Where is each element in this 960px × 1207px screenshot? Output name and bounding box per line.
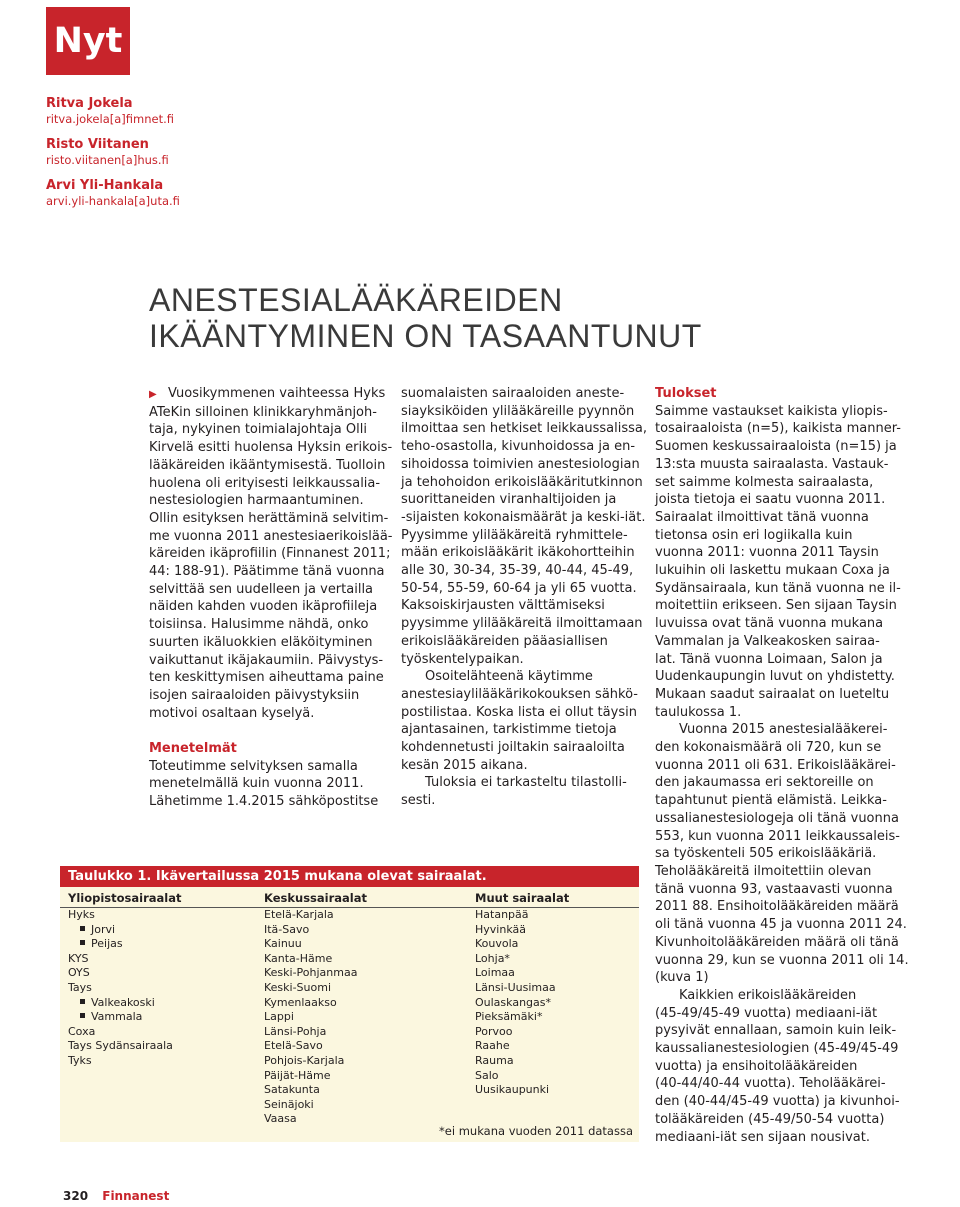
author-email: arvi.yli-hankala[a]uta.fi	[46, 194, 180, 208]
author-name: Arvi Yli-Hankala	[46, 178, 164, 193]
table-footnote: *ei mukana vuoden 2011 datassa	[439, 1124, 633, 1138]
results-heading: Tulokset	[655, 386, 717, 401]
table-cell: Seinäjoki	[264, 1097, 314, 1111]
text-line: tänä vuonna 93, vastaavasti vuonna	[655, 881, 893, 897]
table-cell: Oulaskangas*	[475, 995, 552, 1009]
hospital-table	[60, 866, 639, 1142]
table-cell	[68, 1010, 173, 1025]
table-cell	[68, 966, 173, 981]
text-line: ilmoittaa sen hetkiset leikkaussalissa,	[401, 421, 647, 437]
text-line: tolääkäreiden (45-49/50-54 vuotta)	[655, 1111, 885, 1127]
bullet-square-icon	[80, 940, 85, 945]
text-line: Kaksoiskirjausten välttämiseksi	[401, 598, 605, 614]
page-footer	[63, 1189, 169, 1203]
table-cell: Päijät-Häme	[264, 1068, 331, 1082]
table-cell	[68, 952, 173, 967]
text-line: postilistaa. Koska lista ei ollut täysin	[401, 704, 637, 720]
text-line: (kuva 1)	[655, 970, 709, 986]
table-cell: Pieksämäki*	[475, 1010, 543, 1024]
table-cell: Raahe	[475, 1039, 510, 1053]
table-cell: Loimaa	[475, 966, 515, 980]
column-3	[655, 385, 915, 1146]
hospital-name: KYS	[68, 951, 89, 965]
text-line: Vuonna 2015 anestesialääkerei-	[679, 722, 888, 738]
text-line: den jakaumassa eri sektoreille on	[655, 775, 874, 791]
text-line: selvittää sen uudelleen ja vertailla	[149, 581, 374, 597]
methods-paragraph	[149, 758, 389, 811]
text-line: 13:sta muusta sairaalasta. Vastauk-	[655, 456, 889, 472]
intro-paragraph	[149, 385, 393, 722]
table-cell: Itä-Savo	[264, 922, 310, 936]
text-line: Kirvelä esitti huolensa Hyksin erikois-	[149, 440, 393, 456]
table-cell: Etelä-Savo	[264, 1039, 323, 1053]
text-line: lat. Tänä vuonna Loimaan, Salon ja	[655, 651, 883, 667]
text-line: joista tietoja ei saatu vuonna 2011.	[655, 492, 886, 508]
paragraph	[655, 987, 915, 1146]
bullet-square-icon	[80, 1013, 85, 1018]
hospital-name: Vammala	[91, 1010, 143, 1024]
paragraph	[401, 385, 647, 668]
table-cell: Salo	[475, 1068, 499, 1082]
text-line: ATeKin silloinen klinikkaryhmänjoh-	[149, 404, 377, 420]
text-line: Saimme vastaukset kaikista yliopis-	[655, 403, 888, 419]
hospital-name: Coxa	[68, 1024, 96, 1038]
text-line: siayksiköiden ylilääkäreille pyynnön	[401, 403, 635, 419]
text-line: sesti.	[401, 793, 436, 809]
text-line: kaussalianestesiologien (45-49/45-49	[655, 1041, 899, 1057]
text-line: 44: 188-91). Päätimme tänä vuonna	[149, 564, 385, 580]
text-line: sihoidossa toimivien anestesiologian	[401, 456, 640, 472]
text-line: pyysimme ylilääkäreitä ilmoittamaan	[401, 616, 643, 632]
text-line: Tuloksia ei tarkasteltu tilastolli-	[425, 775, 627, 791]
text-line: suurten ikäluokkien eläköityminen	[149, 634, 373, 650]
table-cell: Kymenlaakso	[264, 995, 337, 1009]
text-line: den (40-44/45-49 vuotta) ja kivunhoi-	[655, 1094, 900, 1110]
table-cell	[68, 981, 173, 996]
text-line: ussalianestesiologeja oli tänä vuonna	[655, 810, 899, 826]
text-line: nestesiologien harmaantuminen.	[149, 493, 364, 509]
text-line: vuonna 2011 oli 631. Erikoislääkärei-	[655, 757, 896, 773]
text-line: vuonna 2011: vuonna 2011 Taysin	[655, 545, 879, 561]
text-line: lääkäreiden ikääntymisestä. Tuolloin	[149, 457, 386, 473]
paragraph	[401, 774, 641, 809]
text-line: Uudenkaupungin luvut on yhdistetty.	[655, 669, 895, 685]
text-line: vuotta) ja ensihoitolääkäreiden	[655, 1058, 858, 1074]
table-cell	[68, 1039, 173, 1054]
text-line: Vammalan ja Valkeakosken sairaa-	[655, 633, 880, 649]
text-line: -sijaisten kokonaismäärät ja keski-iät.	[401, 509, 646, 525]
text-line: Sydänsairaala, kun tänä vuonna ne il-	[655, 580, 901, 596]
text-line: me vuonna 2011 anestesiaerikoislää-	[149, 528, 393, 544]
column-1	[149, 385, 393, 811]
table-cell: Vaasa	[264, 1112, 297, 1126]
text-line: Mukaan saadut sairaalat on lueteltu	[655, 686, 890, 702]
table-cell: Hyvinkää	[475, 922, 526, 936]
table-cell: Keski-Pohjanmaa	[264, 966, 358, 980]
central-hospital-list	[264, 908, 357, 1127]
bullet-square-icon	[80, 999, 85, 1004]
table-cell: Länsi-Pohja	[264, 1024, 327, 1038]
table-cell	[68, 908, 173, 923]
table-cell: Etelä-Karjala	[264, 908, 334, 921]
author	[46, 137, 180, 167]
text-line: käreiden ikäprofiilin (Finnanest 2011;	[149, 546, 391, 562]
table-cell: Länsi-Uusimaa	[475, 980, 556, 994]
author	[46, 96, 180, 126]
text-line: (45-49/45-49 vuotta) mediaani-iät	[655, 1005, 878, 1021]
header-other: Muut sairaalat	[475, 891, 570, 905]
text-line: Pyysimme ylilääkäreitä ryhmittele-	[401, 527, 628, 543]
text-line: pysyivät ennallaan, samoin kuin leik-	[655, 1023, 897, 1039]
headline-line-2: IKÄÄNTYMINEN ON TASAANTUNUT	[149, 318, 702, 354]
university-hospital-list	[68, 908, 173, 1069]
hospital-name: Valkeakoski	[91, 995, 155, 1009]
nyt-logo: Nyt	[46, 7, 130, 75]
text-line: näiden kahden vuoden ikäprofiileja	[149, 599, 378, 615]
text-line: oli tänä vuonna 45 ja vuonna 2011 24.	[655, 917, 907, 933]
text-line: tietonsa osin eri logiikalla kuin	[655, 527, 853, 543]
table-cell	[68, 1025, 173, 1040]
author-name: Ritva Jokela	[46, 96, 133, 111]
text-line: 50-54, 55-59, 60-64 ja yli 65 vuotta.	[401, 580, 637, 596]
text-line: Lähetimme 1.4.2015 sähköpostitse	[149, 794, 379, 810]
hospital-name: Tays Sydänsairaala	[68, 1039, 173, 1053]
paragraph	[655, 721, 915, 987]
text-line: sa työskenteli 505 erikoislääkäriä.	[655, 846, 877, 862]
table-title: Taulukko 1. Ikävertailussa 2015 mukana olevat sairaalat.	[60, 866, 639, 887]
author-email: ritva.jokela[a]fimnet.fi	[46, 112, 174, 126]
table-cell	[68, 996, 173, 1011]
methods-heading: Menetelmät	[149, 741, 237, 757]
text-line: Toteutimme selvityksen samalla	[149, 758, 358, 774]
text-line: menetelmällä kuin vuonna 2011.	[149, 776, 364, 792]
text-line: suorittaneiden viranhaltijoiden ja	[401, 492, 617, 508]
text-line: set saimme kolmesta sairaalasta,	[655, 474, 874, 490]
text-line: luvuissa ovat tänä vuonna mukana	[655, 616, 884, 632]
magazine-name: Finnanest	[102, 1189, 170, 1203]
table-cell: Lappi	[264, 1010, 294, 1024]
hospital-name: Tyks	[68, 1053, 92, 1067]
author-list	[46, 96, 180, 219]
text-line: Osoitelähteenä käytimme	[425, 669, 593, 685]
paragraph	[655, 403, 915, 722]
table-cell: Porvoo	[475, 1024, 513, 1038]
other-hospital-list	[475, 908, 556, 1098]
table-cell: Pohjois-Karjala	[264, 1053, 345, 1067]
text-line: 2011 88. Ensihoitolääkäreiden määrä	[655, 899, 899, 915]
text-line: vaikuttanut ikäjakaumiin. Päivystys-	[149, 652, 384, 668]
text-line	[149, 385, 389, 404]
author-email: risto.viitanen[a]hus.fi	[46, 153, 169, 167]
text-line: Teholääkäreitä ilmoitettiin olevan	[655, 863, 872, 879]
text-line: Sairaalat ilmoittivat tänä vuonna	[655, 509, 869, 525]
text-line: erikoislääkäreiden pääasiallisen	[401, 633, 608, 649]
text-line: Ollin esityksen herättäminä selvitim-	[149, 510, 389, 526]
text-line: taja, nykyinen toimialajohtaja Olli	[149, 422, 367, 438]
author	[46, 178, 180, 208]
text-line: motivoi osaltaan kyselyä.	[149, 705, 315, 721]
arrow-icon: ▶	[149, 389, 157, 400]
text-line: lukuihin oli laskettu mukaan Coxa ja	[655, 563, 890, 579]
text-line: Kaikkien erikoislääkäreiden	[679, 987, 857, 1003]
column-2	[401, 385, 647, 810]
text-line: isojen sairaaloiden päivystyksiin	[149, 687, 360, 703]
table-cell	[68, 923, 173, 938]
article-headline	[149, 282, 702, 354]
page-number: 320	[63, 1189, 89, 1203]
text-line: toisiinsa. Halusimme nähdä, onko	[149, 617, 369, 633]
hospital-name: Jorvi	[91, 922, 116, 936]
table-cell	[68, 1054, 173, 1069]
table-cell: Kainuu	[264, 937, 302, 951]
table-cell: Uusikaupunki	[475, 1083, 550, 1097]
text-line: alle 30, 30-34, 35-39, 40-44, 45-49,	[401, 563, 634, 579]
hospital-name: Hyks	[68, 908, 95, 921]
author-name: Risto Viitanen	[46, 137, 149, 152]
text-line: 553, kun vuonna 2011 leikkaussaleis-	[655, 828, 900, 844]
text-line: kesän 2015 aikana.	[401, 757, 528, 773]
text-line: ja tehohoidon erikoislääkäritutkinnon	[401, 474, 643, 490]
paragraph	[401, 668, 641, 774]
headline-line-1: ANESTESIALÄÄKÄREIDEN	[149, 282, 563, 318]
text-line: taulukossa 1.	[655, 704, 742, 720]
text-line: Kivunhoitolääkäreiden määrä oli tänä	[655, 934, 899, 950]
table-cell: Hatanpää	[475, 908, 529, 921]
text-line: vuonna 29, kun se vuonna 2011 oli 14.	[655, 952, 909, 968]
text-line: teho-osastolla, kivunhoidossa ja en-	[401, 439, 636, 455]
text-line: ajantasainen, tarkistimme tietoja	[401, 722, 617, 738]
text-line: Suomen keskussairaaloista (n=15) ja	[655, 439, 897, 455]
bullet-square-icon	[80, 926, 85, 931]
text-line: työskentelypaikan.	[401, 651, 524, 667]
text-line: (40-44/40-44 vuotta). Teholääkärei-	[655, 1076, 886, 1092]
text-line: mään erikoislääkärit ikäkohortteihin	[401, 545, 635, 561]
hospital-name: OYS	[68, 966, 90, 980]
text-line: tapahtunut pientä elämistä. Leikka-	[655, 793, 887, 809]
table-cell	[68, 937, 173, 952]
text-line: suomalaisten sairaaloiden aneste-	[401, 386, 625, 401]
table-cell: Lohja*	[475, 951, 510, 965]
text-line: den kokonaismäärä oli 720, kun se	[655, 740, 882, 756]
text-line: ten keskittymisen aiheuttama paine	[149, 670, 384, 686]
text-line: kohdennetusti joiltakin sairaaloilta	[401, 740, 625, 756]
text-line: mediaani-iät sen sijaan nousivat.	[655, 1129, 870, 1145]
text-line: huolena oli erityisesti leikkaussalia-	[149, 475, 381, 491]
text-span: Vuosikymmenen vaihteessa Hyks	[168, 386, 386, 401]
text-line: anestesiaylilääkärikokouksen sähkö-	[401, 686, 638, 702]
hospital-name: Peijas	[91, 937, 123, 951]
text-line: moitettiin erikseen. Sen sijaan Taysin	[655, 598, 897, 614]
table-header-row	[60, 887, 639, 908]
table-cell: Satakunta	[264, 1083, 320, 1097]
table-cell: Kanta-Häme	[264, 951, 333, 965]
hospital-name: Tays	[68, 980, 92, 994]
table-cell: Keski-Suomi	[264, 980, 332, 994]
text-line: tosairaaloista (n=5), kaikista manner-	[655, 421, 901, 437]
header-university: Yliopistosairaalat	[68, 891, 182, 905]
table-cell: Rauma	[475, 1053, 514, 1067]
header-central: Keskussairaalat	[264, 891, 367, 905]
table-cell: Kouvola	[475, 937, 519, 951]
